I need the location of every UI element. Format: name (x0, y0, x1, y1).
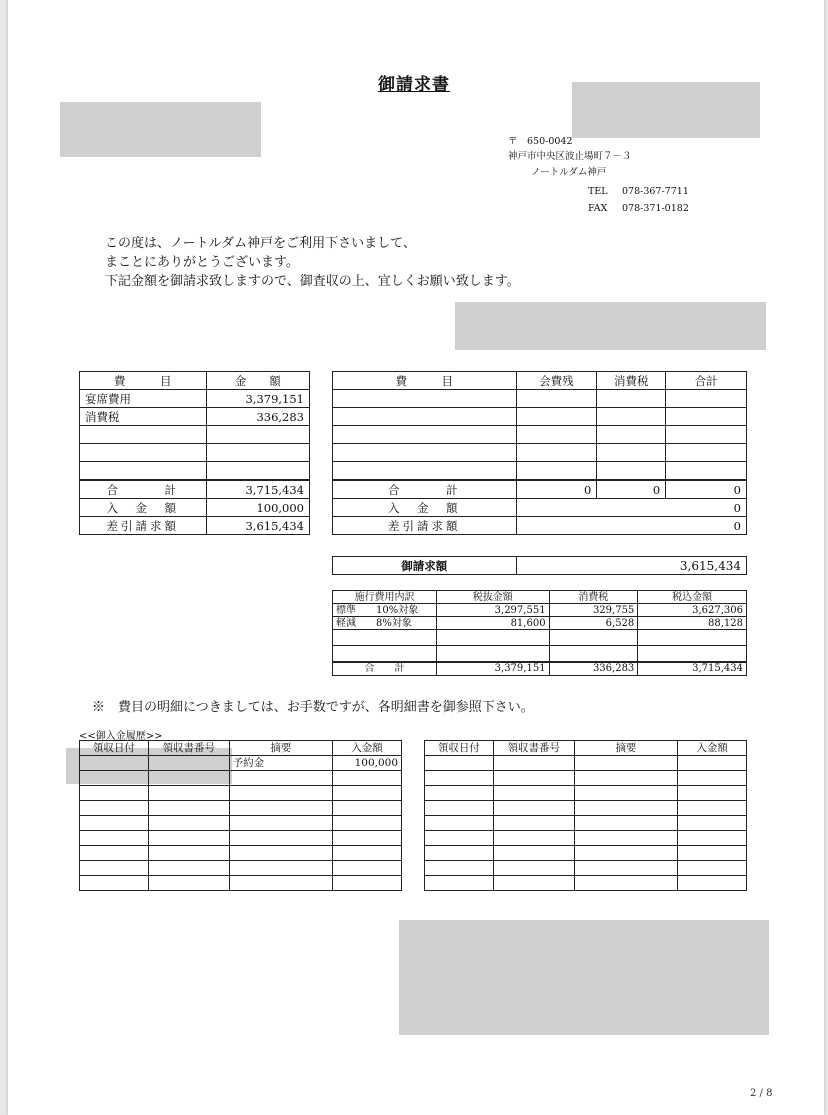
table-row (333, 646, 747, 662)
fees-total-balance: 0 (516, 480, 597, 499)
breakdown-total: 3,379,151 (436, 662, 549, 676)
breakdown-cell: 81,600 (436, 617, 549, 630)
charge-item: 宴席費用 (80, 390, 207, 408)
table-row (425, 816, 747, 831)
table-row (80, 786, 402, 801)
balance-label: 差引請求額 (80, 517, 207, 535)
greeting-line: この度は、ノートルダム神戸をご利用下さいまして、 (105, 236, 416, 251)
charge-item: 消費税 (80, 408, 207, 426)
fees-balance-value: 0 (516, 517, 747, 535)
table-row (333, 604, 747, 617)
charge-item (80, 462, 207, 481)
details-note: ※ 費目の明細につきましては、お手数ですが、各明細書を御参照下さい。 (92, 700, 534, 715)
fees-table (332, 371, 747, 535)
history-header: 領収日付 (80, 741, 149, 756)
history-cell: 100,000 (333, 756, 402, 771)
breakdown-header: 施行費用内訳 (333, 591, 437, 604)
table-row (333, 444, 747, 462)
table-row (333, 517, 747, 535)
breakdown-total: 3,715,434 (638, 662, 747, 676)
breakdown-cell: 3,627,306 (638, 604, 747, 617)
invoice-total-table (332, 556, 747, 575)
table-row (333, 462, 747, 481)
greeting-line: 下記金額を御請求致しますので、御査収の上、宜しくお願い致します。 (105, 274, 520, 289)
fees-header-sum: 合計 (666, 372, 747, 390)
greeting-line: まことにありがとうございます。 (105, 255, 299, 270)
breakdown-header: 税抜金額 (436, 591, 549, 604)
paid-label: 入 金 額 (80, 499, 207, 517)
payment-history-table-right (424, 740, 747, 891)
fees-total-tax: 0 (597, 480, 666, 499)
history-header: 摘要 (574, 741, 677, 756)
redacted-stamp (572, 82, 760, 138)
breakdown-header: 消費税 (549, 591, 638, 604)
table-row (80, 444, 310, 462)
table-row (333, 408, 747, 426)
sender-tel: 078-367-7711 (622, 186, 689, 197)
table-row (80, 771, 402, 786)
table-row (80, 390, 310, 408)
table-row (80, 517, 310, 535)
fees-header-item: 費 目 (333, 372, 517, 390)
history-header: 領収書番号 (148, 741, 229, 756)
table-row (80, 499, 310, 517)
redacted-footer-block (399, 920, 769, 1035)
table-row (425, 831, 747, 846)
table-row (425, 786, 747, 801)
table-row (333, 480, 747, 499)
table-row (425, 861, 747, 876)
sender-postal: 〒 650-0042 (508, 136, 573, 147)
fees-total-label: 合 計 (333, 480, 517, 499)
charge-amount: 3,379,151 (206, 390, 309, 408)
redacted-block (455, 302, 766, 350)
paid-amount: 100,000 (206, 499, 309, 517)
table-row (333, 426, 747, 444)
breakdown-header: 税込金額 (638, 591, 747, 604)
charge-item (80, 444, 207, 462)
table-row (333, 662, 747, 676)
table-row (425, 801, 747, 816)
table-row (333, 630, 747, 646)
charge-amount (206, 444, 309, 462)
page-number: 2 / 8 (750, 1088, 773, 1099)
charges-header-item: 費 目 (80, 372, 207, 390)
charge-amount (206, 462, 309, 481)
breakdown-table (332, 590, 747, 676)
table-row (80, 846, 402, 861)
table-row (333, 617, 747, 630)
charges-table (79, 371, 310, 535)
invoice-total-value: 3,615,434 (516, 557, 746, 575)
table-row (80, 861, 402, 876)
fees-header-balance: 会費残 (516, 372, 597, 390)
breakdown-total-label: 合 計 (333, 662, 437, 676)
breakdown-cell: 88,128 (638, 617, 747, 630)
fees-paid-label: 入 金 額 (333, 499, 517, 517)
payment-history-label: <<御入金履歴>> (79, 731, 163, 742)
table-row (80, 831, 402, 846)
fees-header-tax: 消費税 (597, 372, 666, 390)
history-cell: 予約金 (229, 756, 332, 771)
table-row (425, 756, 747, 771)
sender-address: 神戸市中央区波止場町７－３ (508, 151, 632, 162)
breakdown-cell: 軽減 8%対象 (333, 617, 437, 630)
table-row (80, 801, 402, 816)
balance-amount: 3,615,434 (206, 517, 309, 535)
total-amount: 3,715,434 (206, 480, 309, 499)
table-row (425, 876, 747, 891)
table-row (333, 390, 747, 408)
table-row (80, 816, 402, 831)
breakdown-cell: 6,528 (549, 617, 638, 630)
breakdown-cell: 329,755 (549, 604, 638, 617)
payment-history-table-left (79, 740, 402, 891)
charge-item (80, 426, 207, 444)
charge-amount: 336,283 (206, 408, 309, 426)
history-cell (148, 756, 229, 771)
fees-balance-label: 差引請求額 (333, 517, 517, 535)
table-row (80, 462, 310, 481)
table-row (425, 846, 747, 861)
fees-total-sum: 0 (666, 480, 747, 499)
table-row (80, 756, 402, 771)
history-header: 領収書番号 (493, 741, 574, 756)
breakdown-cell: 標準 10%対象 (333, 604, 437, 617)
history-header: 領収日付 (425, 741, 494, 756)
sender-fax: 078-371-0182 (622, 203, 689, 214)
table-row (425, 771, 747, 786)
charge-amount (206, 426, 309, 444)
charges-header-amount: 金 額 (206, 372, 309, 390)
history-header: 入金額 (678, 741, 747, 756)
table-row (333, 499, 747, 517)
breakdown-total: 336,283 (549, 662, 638, 676)
breakdown-cell: 3,297,551 (436, 604, 549, 617)
fees-paid-value: 0 (516, 499, 747, 517)
history-cell (80, 756, 149, 771)
sender-tel-label: TEL (588, 186, 608, 197)
redacted-recipient (60, 102, 261, 157)
greeting-text (105, 234, 520, 291)
table-row (80, 480, 310, 499)
table-row (80, 426, 310, 444)
history-header: 摘要 (229, 741, 332, 756)
sender-fax-label: FAX (588, 203, 608, 214)
table-row (80, 408, 310, 426)
document-title: 御請求書 (378, 75, 450, 95)
sender-name: ノートルダム神戸 (531, 167, 607, 178)
table-row (80, 876, 402, 891)
total-label: 合 計 (80, 480, 207, 499)
invoice-page (8, 0, 824, 1115)
invoice-total-label: 御請求額 (333, 557, 517, 575)
history-header: 入金額 (333, 741, 402, 756)
